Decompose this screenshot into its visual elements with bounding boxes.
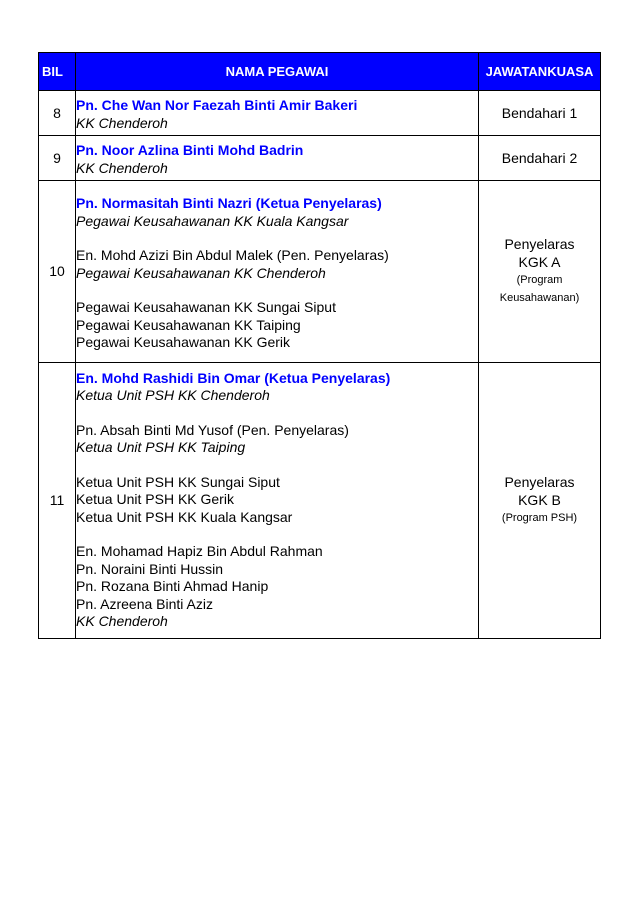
committee-group: KGK A <box>518 254 561 271</box>
officer-unit: Ketua Unit PSH KK Gerik <box>76 491 234 507</box>
committee-role: Bendahari 2 <box>479 136 601 181</box>
row-number: 9 <box>39 136 76 181</box>
committee-role-cell <box>479 181 601 363</box>
officer-name: Pn. Noor Azlina Binti Mohd Badrin <box>76 142 304 158</box>
table-row <box>39 362 601 638</box>
committee-table <box>38 52 601 639</box>
officer-name: Pn. Che Wan Nor Faezah Binti Amir Bakeri <box>76 97 358 113</box>
officer-unit: Pegawai Keusahawanan KK Sungai Siput <box>76 299 336 315</box>
spacer <box>76 282 478 299</box>
header-bil: BIL <box>39 53 76 91</box>
officer-name: Pn. Normasitah Binti Nazri (Ketua Penyelaras) <box>76 195 382 211</box>
header-nama-pegawai: NAMA PEGAWAI <box>76 53 479 91</box>
spacer <box>76 457 478 474</box>
officer-name: En. Mohamad Hapiz Bin Abdul Rahman <box>76 543 323 559</box>
officer-cell <box>76 181 479 363</box>
table-row <box>39 91 601 136</box>
committee-role-cell <box>479 362 601 638</box>
row-number: 11 <box>39 362 76 638</box>
officer-unit: Ketua Unit PSH KK Taiping <box>76 439 246 455</box>
officer-name: Pn. Noraini Binti Hussin <box>76 560 224 577</box>
spacer <box>76 230 478 247</box>
officer-unit: Pegawai Keusahawanan KK Taiping <box>76 316 301 333</box>
officer-cell <box>76 136 479 181</box>
officer-unit: Pegawai Keusahawanan KK Chenderoh <box>76 264 326 281</box>
officer-unit: Pegawai Keusahawanan KK Gerik <box>76 334 291 350</box>
officer-unit: KK Chenderoh <box>76 159 168 176</box>
officer-unit: Ketua Unit PSH KK Chenderoh <box>76 387 270 403</box>
table-row <box>39 181 601 363</box>
table-header-row <box>39 53 601 91</box>
committee-role: Penyelaras <box>504 236 575 253</box>
officer-name: En. Mohd Rashidi Bin Omar (Ketua Penyelaras) <box>76 369 391 386</box>
committee-program: (Program PSH) <box>501 512 578 524</box>
officer-name: Pn. Rozana Binti Ahmad Hanip <box>76 578 269 594</box>
officer-name: Pn. Azreena Binti Aziz <box>76 595 213 612</box>
officer-unit: Ketua Unit PSH KK Sungai Siput <box>76 473 280 490</box>
officer-name: En. Mohd Azizi Bin Abdul Malek (Pen. Penyelaras) <box>76 247 389 263</box>
officer-unit: KK Chenderoh <box>76 613 168 629</box>
committee-group: KGK B <box>518 492 561 508</box>
officer-unit: KK Chenderoh <box>76 114 168 131</box>
officer-cell <box>76 362 479 638</box>
spacer <box>76 526 478 543</box>
committee-role: Penyelaras <box>504 474 575 490</box>
row-number: 10 <box>39 181 76 363</box>
officer-unit: Ketua Unit PSH KK Kuala Kangsar <box>76 508 293 525</box>
committee-role: Bendahari 1 <box>479 91 601 136</box>
officer-cell <box>76 91 479 136</box>
officer-name: Pn. Absah Binti Md Yusof (Pen. Penyelaras) <box>76 421 349 438</box>
committee-program: (Program Keusahawanan) <box>499 274 580 305</box>
row-number: 8 <box>39 91 76 136</box>
table-row <box>39 136 601 181</box>
spacer <box>76 405 478 422</box>
header-jawatankuasa: JAWATANKUASA <box>479 53 601 91</box>
officer-unit: Pegawai Keusahawanan KK Kuala Kangsar <box>76 212 349 229</box>
